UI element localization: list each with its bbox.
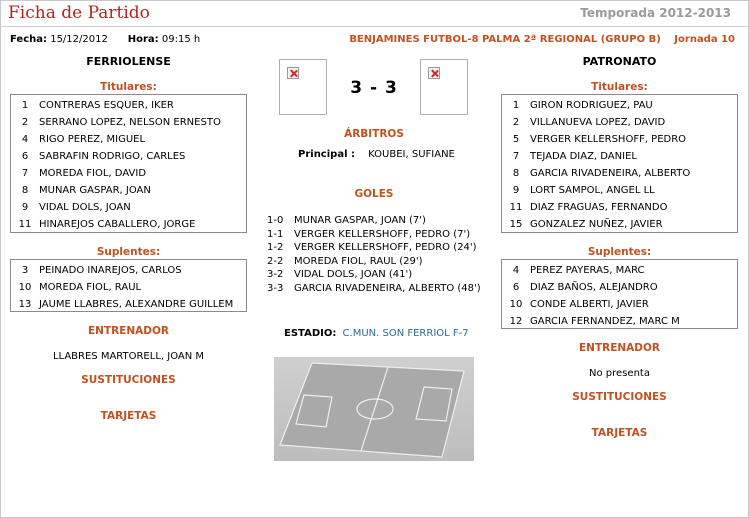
home-titulares-label: Titulares: [100,81,157,93]
away-suplentes-list [501,259,738,329]
player-number: 8 [21,185,29,196]
player-row [502,199,737,216]
goal-row [267,282,481,296]
page-title: Ficha de Partido [8,3,150,23]
player-row [502,131,737,148]
player-row [502,182,737,199]
player-name: MUNAR GASPAR, JOAN [39,185,151,196]
player-name: CONTRERAS ESQUER, IKER [39,100,174,111]
goal-scorer: MUNAR GASPAR, JOAN (7') [294,215,426,227]
away-titulares-list [501,94,738,233]
player-row [11,296,246,313]
player-name: VILLANUEVA LOPEZ, DAVID [530,117,666,128]
goal-score: 3-2 [267,269,284,281]
player-number: 9 [512,185,520,196]
principal-value: KOUBEI, SUFIANE [368,149,455,160]
hora-label: Hora: [127,34,159,45]
away-entrenador-label: ENTRENADOR [578,342,661,354]
stadium-row [284,328,469,339]
home-suplentes-label: Suplentes: [96,246,161,258]
fecha-label: Fecha: [10,34,48,45]
player-number: 7 [21,168,29,179]
goal-score: 3-3 [267,282,284,294]
home-logo [279,59,327,115]
away-sustituciones-label: SUSTITUCIONES [572,391,667,403]
player-row [11,182,246,199]
player-row [502,313,737,330]
goal-score: 1-1 [267,228,284,240]
estadio-value: C.MUN. SON FERRIOL F-7 [342,328,469,339]
player-name: SABRAFIN RODRIGO, CARLES [39,151,186,162]
goal-score: 1-2 [267,242,284,254]
football-field-image [274,357,474,461]
player-row [502,216,737,233]
home-entrenador-label: ENTRENADOR [87,325,170,337]
player-number: 6 [512,282,520,293]
player-row [502,296,737,313]
player-row [11,262,246,279]
goal-row [267,214,481,228]
home-suplentes-list [10,259,247,312]
player-number: 6 [21,151,29,162]
player-number: 3 [21,265,29,276]
away-entrenador: No presenta [589,368,650,379]
player-name: RIGO PEREZ, MIGUEL [39,134,146,145]
away-logo [420,59,468,115]
home-sustituciones-label: SUSTITUCIONES [81,374,176,386]
player-number: 11 [18,219,32,230]
player-number: 2 [21,117,29,128]
goals-list [267,214,481,295]
player-number: 5 [512,134,520,145]
arbitros-label: ÁRBITROS [344,128,404,140]
home-team-name: FERRIOLENSE [86,55,171,68]
away-tarjetas-label: TARJETAS [591,427,648,439]
player-row [11,131,246,148]
referee-row [298,149,455,160]
goles-label: GOLES [354,188,394,200]
player-number: 1 [512,100,520,111]
broken-image-icon [428,67,440,79]
player-name: TEJADA DIAZ, DANIEL [530,151,637,162]
player-name: CONDE ALBERTI, JAVIER [530,299,649,310]
player-row [11,165,246,182]
away-titulares-label: Titulares: [591,81,648,93]
goal-row [267,241,481,255]
goal-scorer: GARCIA RIVADENEIRA, ALBERTO (48') [294,282,481,294]
player-row [502,97,737,114]
field-drawing [274,357,474,461]
jornada: Jornada 10 [674,34,735,45]
player-number: 11 [509,202,523,213]
broken-image-icon [287,67,299,79]
player-name: VERGER KELLERSHOFF, PEDRO [530,134,687,145]
player-row [11,114,246,131]
player-number: 4 [512,265,520,276]
player-row [502,262,737,279]
fecha-value: 15/12/2012 [50,34,108,45]
player-name: GARCIA FERNANDEZ, MARC M [530,316,680,327]
goal-row [267,268,481,282]
player-name: LORT SAMPOL, ANGEL LL [530,185,655,196]
player-number: 12 [509,316,523,327]
goal-scorer: VIDAL DOLS, JOAN (41') [294,269,413,281]
home-tarjetas-label: TARJETAS [100,410,157,422]
player-name: SERRANO LOPEZ, NELSON ERNESTO [39,117,221,128]
player-row [502,148,737,165]
player-row [502,279,737,296]
player-row [11,148,246,165]
player-number: 15 [509,219,523,230]
player-number: 10 [509,299,523,310]
player-name: GONZALEZ NUÑEZ, JAVIER [530,219,663,230]
goal-scorer: MOREDA FIOL, RAUL (29') [294,255,423,267]
player-row [502,114,737,131]
player-name: MOREDA FIOL, RAUL [39,282,142,293]
player-name: PEREZ PAYERAS, MARC [530,265,645,276]
player-name: GIRON RODRIGUEZ, PAU [530,100,653,111]
competition-name: BENJAMINES FUTBOL-8 PALMA 2ª REGIONAL (GRUPO B) [349,34,661,45]
player-name: DIAZ BAÑOS, ALEJANDRO [530,282,658,293]
player-number: 7 [512,151,520,162]
principal-label: Principal : [298,149,355,160]
away-team-name: PATRONATO [582,55,657,68]
player-row [502,165,737,182]
home-entrenador: LLABRES MARTORELL, JOAN M [52,351,205,362]
player-name: HINAREJOS CABALLERO, JORGE [39,219,196,230]
goal-score: 1-0 [267,215,284,227]
match-meta [10,34,204,45]
player-number: 8 [512,168,520,179]
goal-scorer: VERGER KELLERSHOFF, PEDRO (24') [294,242,477,254]
player-name: GARCIA RIVADENEIRA, ALBERTO [530,168,691,179]
player-name: DIAZ FRAGUAS, FERNANDO [530,202,668,213]
goal-score: 2-2 [267,255,284,267]
competition [349,34,735,45]
player-row [11,216,246,233]
player-number: 9 [21,202,29,213]
match-score: 3 - 3 [350,78,398,98]
player-number: 1 [21,100,29,111]
estadio-label: ESTADIO: [284,328,337,339]
header [0,0,749,27]
player-name: VIDAL DOLS, JOAN [39,202,131,213]
player-number: 10 [18,282,32,293]
player-row [11,97,246,114]
player-row [11,279,246,296]
player-name: JAUME LLABRES, ALEXANDRE GUILLEM [39,299,234,310]
player-number: 2 [512,117,520,128]
player-number: 13 [18,299,32,310]
away-suplentes-label: Suplentes: [587,246,652,258]
goal-row [267,255,481,269]
goal-row [267,228,481,242]
player-name: PEINADO INAREJOS, CARLOS [39,265,182,276]
player-row [11,199,246,216]
hora-value: 09:15 h [161,34,201,45]
player-number: 4 [21,134,29,145]
season-label: Temporada 2012-2013 [580,6,731,20]
player-name: MOREDA FIOL, DAVID [39,168,147,179]
goal-scorer: VERGER KELLERSHOFF, PEDRO (7') [294,228,471,240]
home-titulares-list [10,94,247,233]
